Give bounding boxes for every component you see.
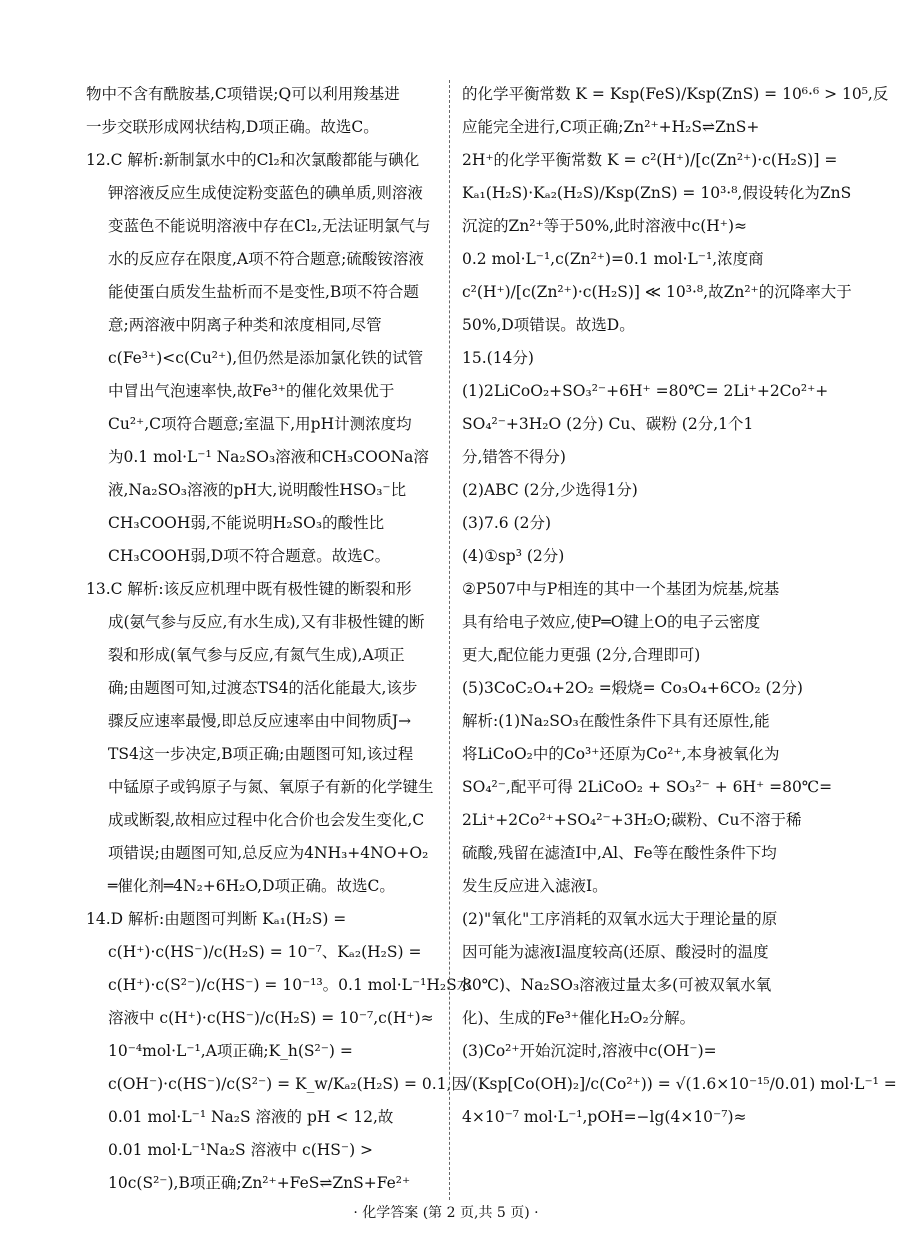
text-line: 15.(14分): [462, 349, 534, 367]
text-line: 成或断裂,故相应过程中化合价也会发生变化,C: [108, 811, 425, 829]
text-line: 因可能为滤液Ⅰ温度较高(还原、酸浸时的温度: [462, 943, 769, 961]
text-line: (3)Co²⁺开始沉淀时,溶液中c(OH⁻)=: [462, 1042, 717, 1060]
text-line: (2)ABC (2分,少选得1分): [462, 481, 638, 499]
text-line: 将LiCoO₂中的Co³⁺还原为Co²⁺,本身被氧化为: [462, 745, 780, 763]
page-footer: · 化学答案 (第 2 页,共 5 页) ·: [353, 1205, 539, 1221]
text-line: (1)2LiCoO₂+SO₃²⁻+6H⁺ =80℃= 2Li⁺+2Co²⁺+: [462, 382, 829, 400]
text-line: 发生反应进入滤液Ⅰ。: [462, 877, 608, 895]
text-line: 水的反应存在限度,A项不符合题意;硫酸铵溶液: [108, 250, 424, 268]
text-line: 10c(S²⁻),B项正确;Zn²⁺+FeS⇌ZnS+Fe²⁺: [108, 1174, 411, 1192]
text-line: c²(H⁺)/[c(Zn²⁺)·c(H₂S)] ≪ 10³·⁸,故Zn²⁺的沉降率大于: [462, 283, 852, 301]
text-line: 变蓝色不能说明溶液中存在Cl₂,无法证明氯气与: [108, 217, 431, 235]
text-line: SO₄²⁻+3H₂O (2分) Cu、碳粉 (2分,1个1: [462, 415, 754, 433]
text-line: 2Li⁺+2Co²⁺+SO₄²⁻+3H₂O;碳粉、Cu不溶于稀: [462, 811, 802, 829]
text-line: 物中不含有酰胺基,C项错误;Q可以利用羧基进: [86, 85, 400, 103]
text-line: c(H⁺)·c(HS⁻)/c(H₂S) = 10⁻⁷、Kₐ₂(H₂S) =: [108, 943, 422, 961]
text-line: Kₐ₁(H₂S)·Kₐ₂(H₂S)/Ksp(ZnS) = 10³·⁸,假设转化为ZnS: [462, 184, 852, 202]
text-line: c(H⁺)·c(S²⁻)/c(HS⁻) = 10⁻¹³。0.1 mol·L⁻¹H₂S水: [108, 976, 473, 994]
text-line: 项错误;由题图可知,总反应为4NH₃+4NO+O₂: [108, 844, 429, 862]
text-line: 成(氨气参与反应,有水生成),又有非极性键的断: [108, 613, 425, 631]
text-line: 0.01 mol·L⁻¹Na₂S 溶液中 c(HS⁻) >: [108, 1141, 374, 1159]
text-line: 0.2 mol·L⁻¹,c(Zn²⁺)=0.1 mol·L⁻¹,浓度商: [462, 250, 764, 268]
text-line: SO₄²⁻,配平可得 2LiCoO₂ + SO₃²⁻ + 6H⁺ =80℃=: [462, 778, 833, 796]
text-line: Cu²⁺,C项符合题意;室温下,用pH计测浓度均: [108, 415, 412, 433]
text-line: c(Fe³⁺)<c(Cu²⁺),但仍然是添加氯化铁的试管: [108, 349, 424, 367]
text-line: c(OH⁻)·c(HS⁻)/c(S²⁻) = K_w/Kₐ₂(H₂S) = 0.1,因: [108, 1075, 468, 1093]
text-line: 硫酸,残留在滤渣Ⅰ中,Al、Fe等在酸性条件下均: [462, 844, 777, 862]
text-line: 骤反应速率最慢,即总反应速率由中间物质J→: [108, 712, 412, 730]
text-line: 分,错答不得分): [462, 448, 566, 466]
text-line: 液,Na₂SO₃溶液的pH大,说明酸性HSO₃⁻比: [108, 481, 407, 499]
text-line: 12.C 解析:新制氯水中的Cl₂和次氯酸都能与碘化: [86, 151, 420, 169]
text-line: (4)①sp³ (2分): [462, 547, 565, 565]
text-line: 13.C 解析:该反应机理中既有极性键的断裂和形: [86, 580, 412, 598]
text-line: CH₃COOH弱,D项不符合题意。故选C。: [108, 547, 391, 565]
text-line: 一步交联形成网状结构,D项正确。故选C。: [86, 118, 379, 136]
text-line: 14.D 解析:由题图可判断 Kₐ₁(H₂S) =: [86, 910, 347, 928]
text-line: 沉淀的Zn²⁺等于50%,此时溶液中c(H⁺)≈: [462, 217, 747, 235]
text-line: (2)"氧化"工序消耗的双氧水远大于理论量的原: [462, 910, 778, 928]
text-line: 2H⁺的化学平衡常数 K = c²(H⁺)/[c(Zn²⁺)·c(H₂S)] =: [462, 151, 838, 169]
text-line: 为0.1 mol·L⁻¹ Na₂SO₃溶液和CH₃COONa溶: [108, 448, 429, 466]
text-line: 0.01 mol·L⁻¹ Na₂S 溶液的 pH < 12,故: [108, 1108, 394, 1126]
text-line: (3)7.6 (2分): [462, 514, 551, 532]
text-line: 应能完全进行,C项正确;Zn²⁺+H₂S⇌ZnS+: [462, 118, 760, 136]
text-line: TS4这一步决定,B项正确;由题图可知,该过程: [108, 745, 414, 763]
text-line: 解析:(1)Na₂SO₃在酸性条件下具有还原性,能: [462, 712, 770, 730]
text-line: ═催化剂═4N₂+6H₂O,D项正确。故选C。: [108, 877, 395, 895]
column-divider: [449, 80, 450, 1200]
text-line: 4×10⁻⁷ mol·L⁻¹,pOH=−lg(4×10⁻⁷)≈: [462, 1108, 747, 1126]
text-line: 确;由题图可知,过渡态TS4的活化能最大,该步: [108, 679, 418, 697]
text-line: 溶液中 c(H⁺)·c(HS⁻)/c(H₂S) = 10⁻⁷,c(H⁺)≈: [108, 1009, 434, 1027]
text-line: 裂和形成(氧气参与反应,有氮气生成),A项正: [108, 646, 405, 664]
text-line: 能使蛋白质发生盐析而不是变性,B项不符合题: [108, 283, 419, 301]
text-line: 钾溶液反应生成使淀粉变蓝色的碘单质,则溶液: [108, 184, 423, 202]
right-column: [462, 78, 897, 1134]
text-line: 更大,配位能力更强 (2分,合理即可): [462, 646, 701, 664]
text-line: 化)、生成的Fe³⁺催化H₂O₂分解。: [462, 1009, 696, 1027]
text-line: 意;两溶液中阴离子种类和浓度相同,尽管: [108, 316, 382, 334]
text-line: 10⁻⁴mol·L⁻¹,A项正确;K_h(S²⁻) =: [108, 1042, 353, 1060]
text-line: 50%,D项错误。故选D。: [462, 316, 635, 334]
text-line: CH₃COOH弱,不能说明H₂SO₃的酸性比: [108, 514, 385, 532]
text-line: 中冒出气泡速率快,故Fe³⁺的催化效果优于: [108, 382, 395, 400]
text-line: 中锰原子或钨原子与氮、氧原子有新的化学键生: [108, 778, 434, 796]
text-line: ②P507中与P相连的其中一个基团为烷基,烷基: [462, 580, 780, 598]
text-line: 80℃)、Na₂SO₃溶液过量太多(可被双氧水氧: [462, 976, 772, 994]
left-column: [86, 78, 473, 1200]
text-line: 的化学平衡常数 K = Ksp(FeS)/Ksp(ZnS) = 10⁶·⁶ > 10⁵,反: [462, 85, 889, 103]
text-line: √(Ksp[Co(OH)₂]/c(Co²⁺)) = √(1.6×10⁻¹⁵/0.01) mol·L⁻¹ =: [462, 1075, 897, 1093]
text-line: 具有给电子效应,使P═O键上O的电子云密度: [462, 613, 761, 631]
text-line: (5)3CoC₂O₄+2O₂ =煅烧= Co₃O₄+6CO₂ (2分): [462, 679, 803, 697]
